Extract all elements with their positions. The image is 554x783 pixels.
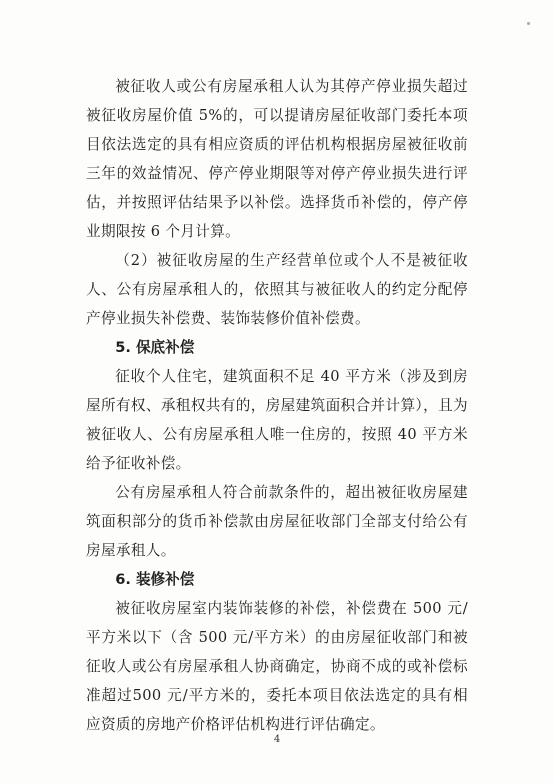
- paragraph-decoration-compensation: 被征收房屋室内装饰装修的补偿，补偿费在 500 元/平方米以下（含 500 元/平方米）的由房屋征收部门和被征收人或公有房屋承租人协商确定，协商不成的或补偿标准超过500 元/平方米的，委托本项目依法选定的具有相应资质的房地产价格评估机构进行评估确定。: [86, 600, 468, 733]
- section-heading-minimum-compensation: 5. 保底补偿: [115, 339, 195, 356]
- document-body: [86, 72, 468, 739]
- scan-speck: [527, 22, 530, 25]
- section-heading-decoration-compensation: 6. 装修补偿: [115, 571, 195, 588]
- paragraph-public-tenant: 公有房屋承租人符合前款条件的，超出被征收房屋建筑面积部分的货币补偿款由房屋征收部门全部支付给公有房屋承租人。: [86, 484, 468, 559]
- paragraph-operator-allocation: （2）被征收房屋的生产经营单位或个人不是被征收人、公有房屋承租人的，依照其与被征收人的约定分配停产停业损失补偿费、装饰装修价值补偿费。: [86, 252, 468, 327]
- paragraph-loss-assessment: 被征收人或公有房屋承租人认为其停产停业损失超过被征收房屋价值 5%的，可以提请房屋征收部门委托本项目依法选定的具有相应资质的评估机构根据房屋被征收前三年的效益情况、停产停业期限等对停产停业损失进行评估，并按照评估结果予以补偿。选择货币补偿的，停产停业期限按 6 个月计算。: [86, 78, 468, 240]
- paragraph-minimum-area: 征收个人住宅，建筑面积不足 40 平方米（涉及到房屋所有权、承租权共有的，房屋建筑面积合并计算），且为被征收人、公有房屋承租人唯一住房的，按照 40 平方米给予征收补偿。: [86, 368, 468, 472]
- page-number: 4: [273, 734, 281, 745]
